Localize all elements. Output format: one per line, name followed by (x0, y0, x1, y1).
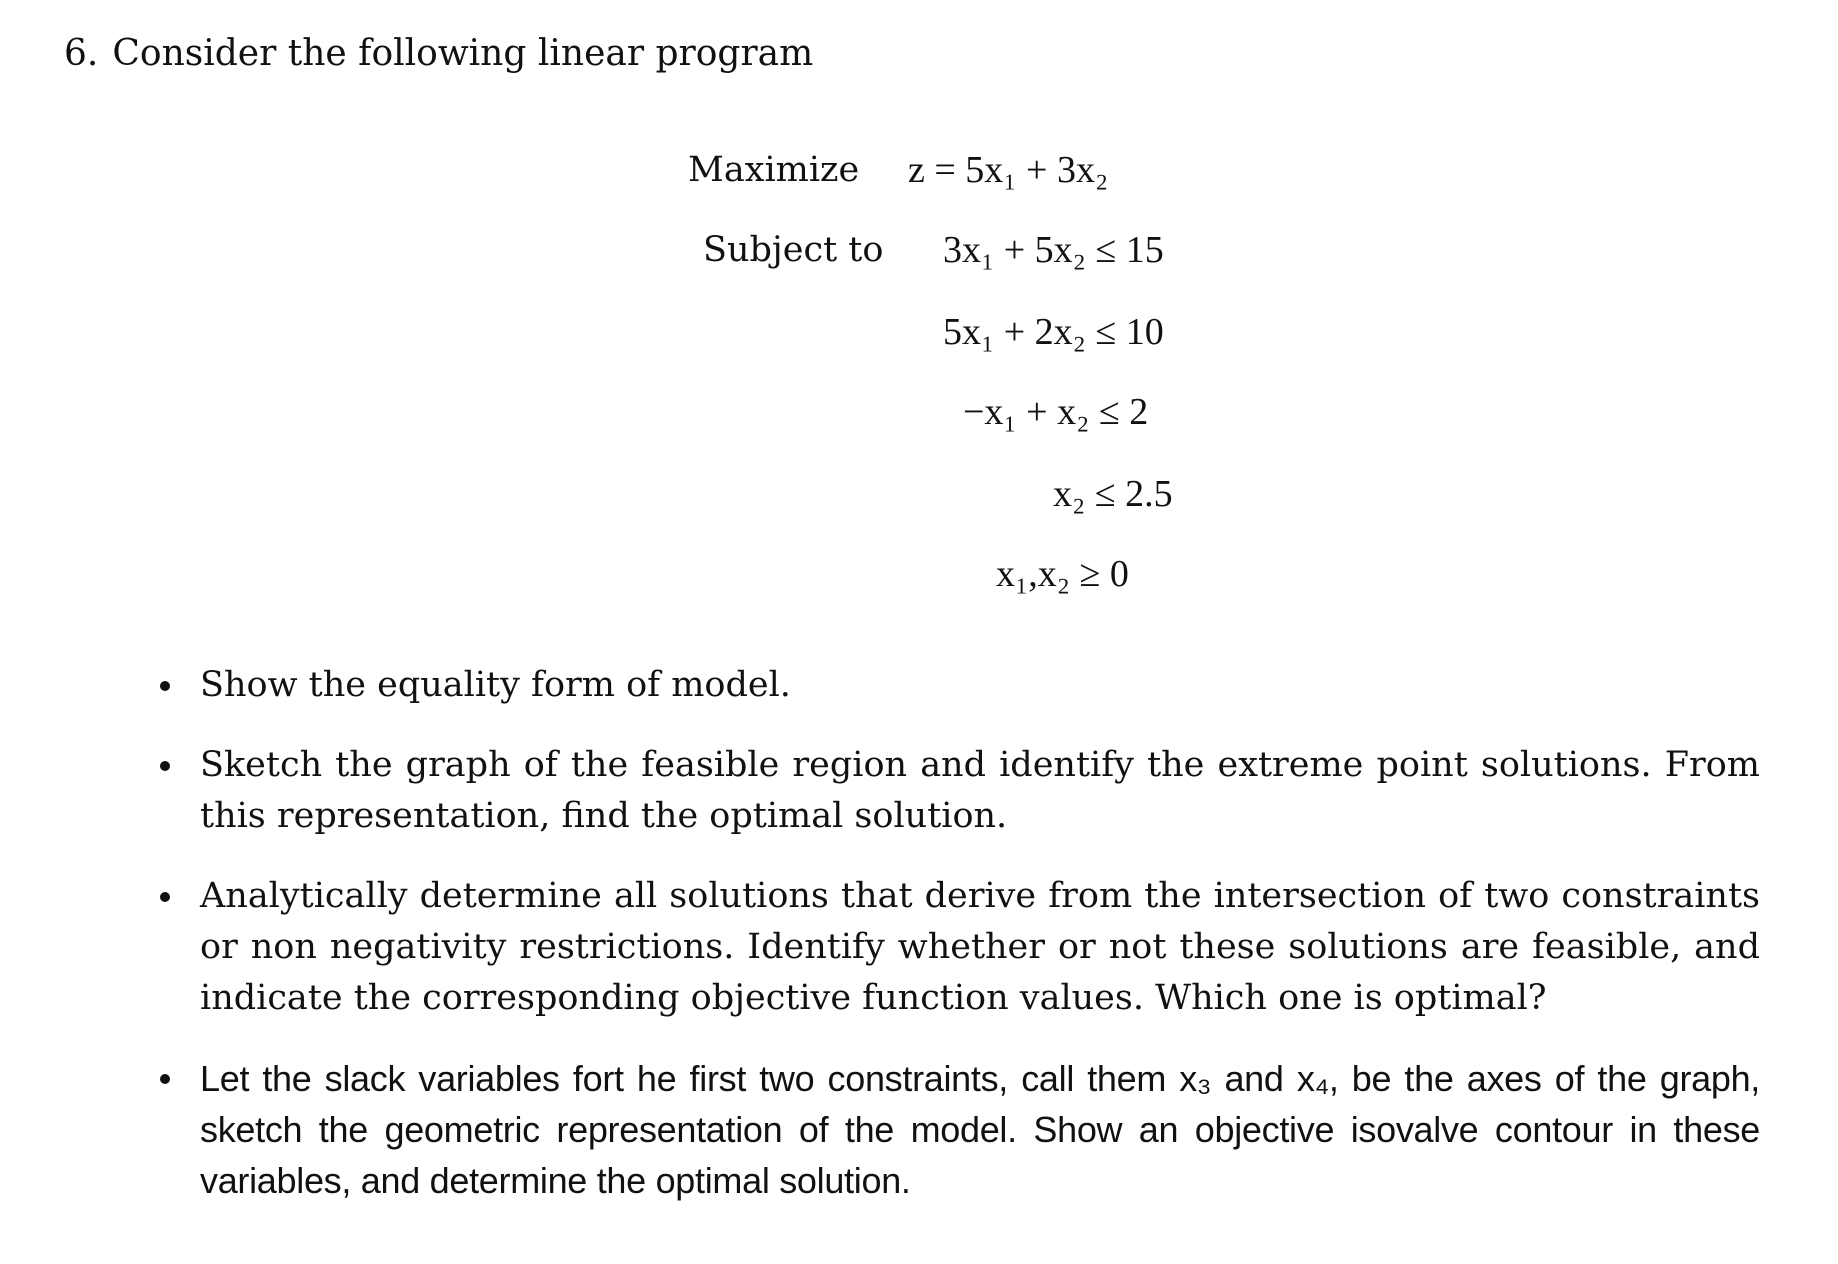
bullet-icon (160, 681, 170, 691)
task-text: Sketch the graph of the feasible region and identify the extreme point solutions. From this representation, find the optimal solution. (200, 745, 1760, 836)
objective-function: z = 5x₁ + 3x₂ (908, 149, 1109, 191)
task-text: Analytically determine all solutions that derive from the intersection of two constraints or non negativity restrictions. Identify whether or not these solutions are feasible, and indicate the corresponding objective function values. Which one is optimal? (200, 876, 1760, 1018)
constraint-3: −x₁ + x₂ ≤ 2 (963, 391, 1149, 433)
task-item (160, 871, 1760, 1024)
task-list (160, 660, 1760, 1235)
constraint-1: 3x₁ + 5x₂ ≤ 15 (943, 229, 1164, 271)
task-item (160, 660, 1760, 711)
task-text: Show the equality form of model. (200, 665, 791, 705)
constraint-4: x₂ ≤ 2.5 (1053, 473, 1173, 515)
question-intro: Consider the following linear program (112, 33, 814, 74)
task-text: Let the slack variables fort he first two constraints, call them x₃ and x₄, be the axes of the graph, sketch the geometric representation of the model. Show an objective isovalve contour in these variables, and determine the optimal solution. (200, 1058, 1760, 1201)
bullet-icon (160, 761, 170, 771)
bullet-icon (160, 892, 170, 902)
task-item (160, 1053, 1760, 1206)
task-item (160, 740, 1760, 842)
question-heading (64, 30, 813, 78)
bullet-icon (160, 1074, 170, 1084)
question-number: 6. (64, 33, 99, 74)
maximize-label: Maximize (688, 150, 860, 190)
constraint-2: 5x₁ + 2x₂ ≤ 10 (943, 311, 1164, 353)
nonnegativity-constraint: x₁,x₂ ≥ 0 (996, 553, 1129, 595)
subject-to-label: Subject to (703, 230, 884, 270)
